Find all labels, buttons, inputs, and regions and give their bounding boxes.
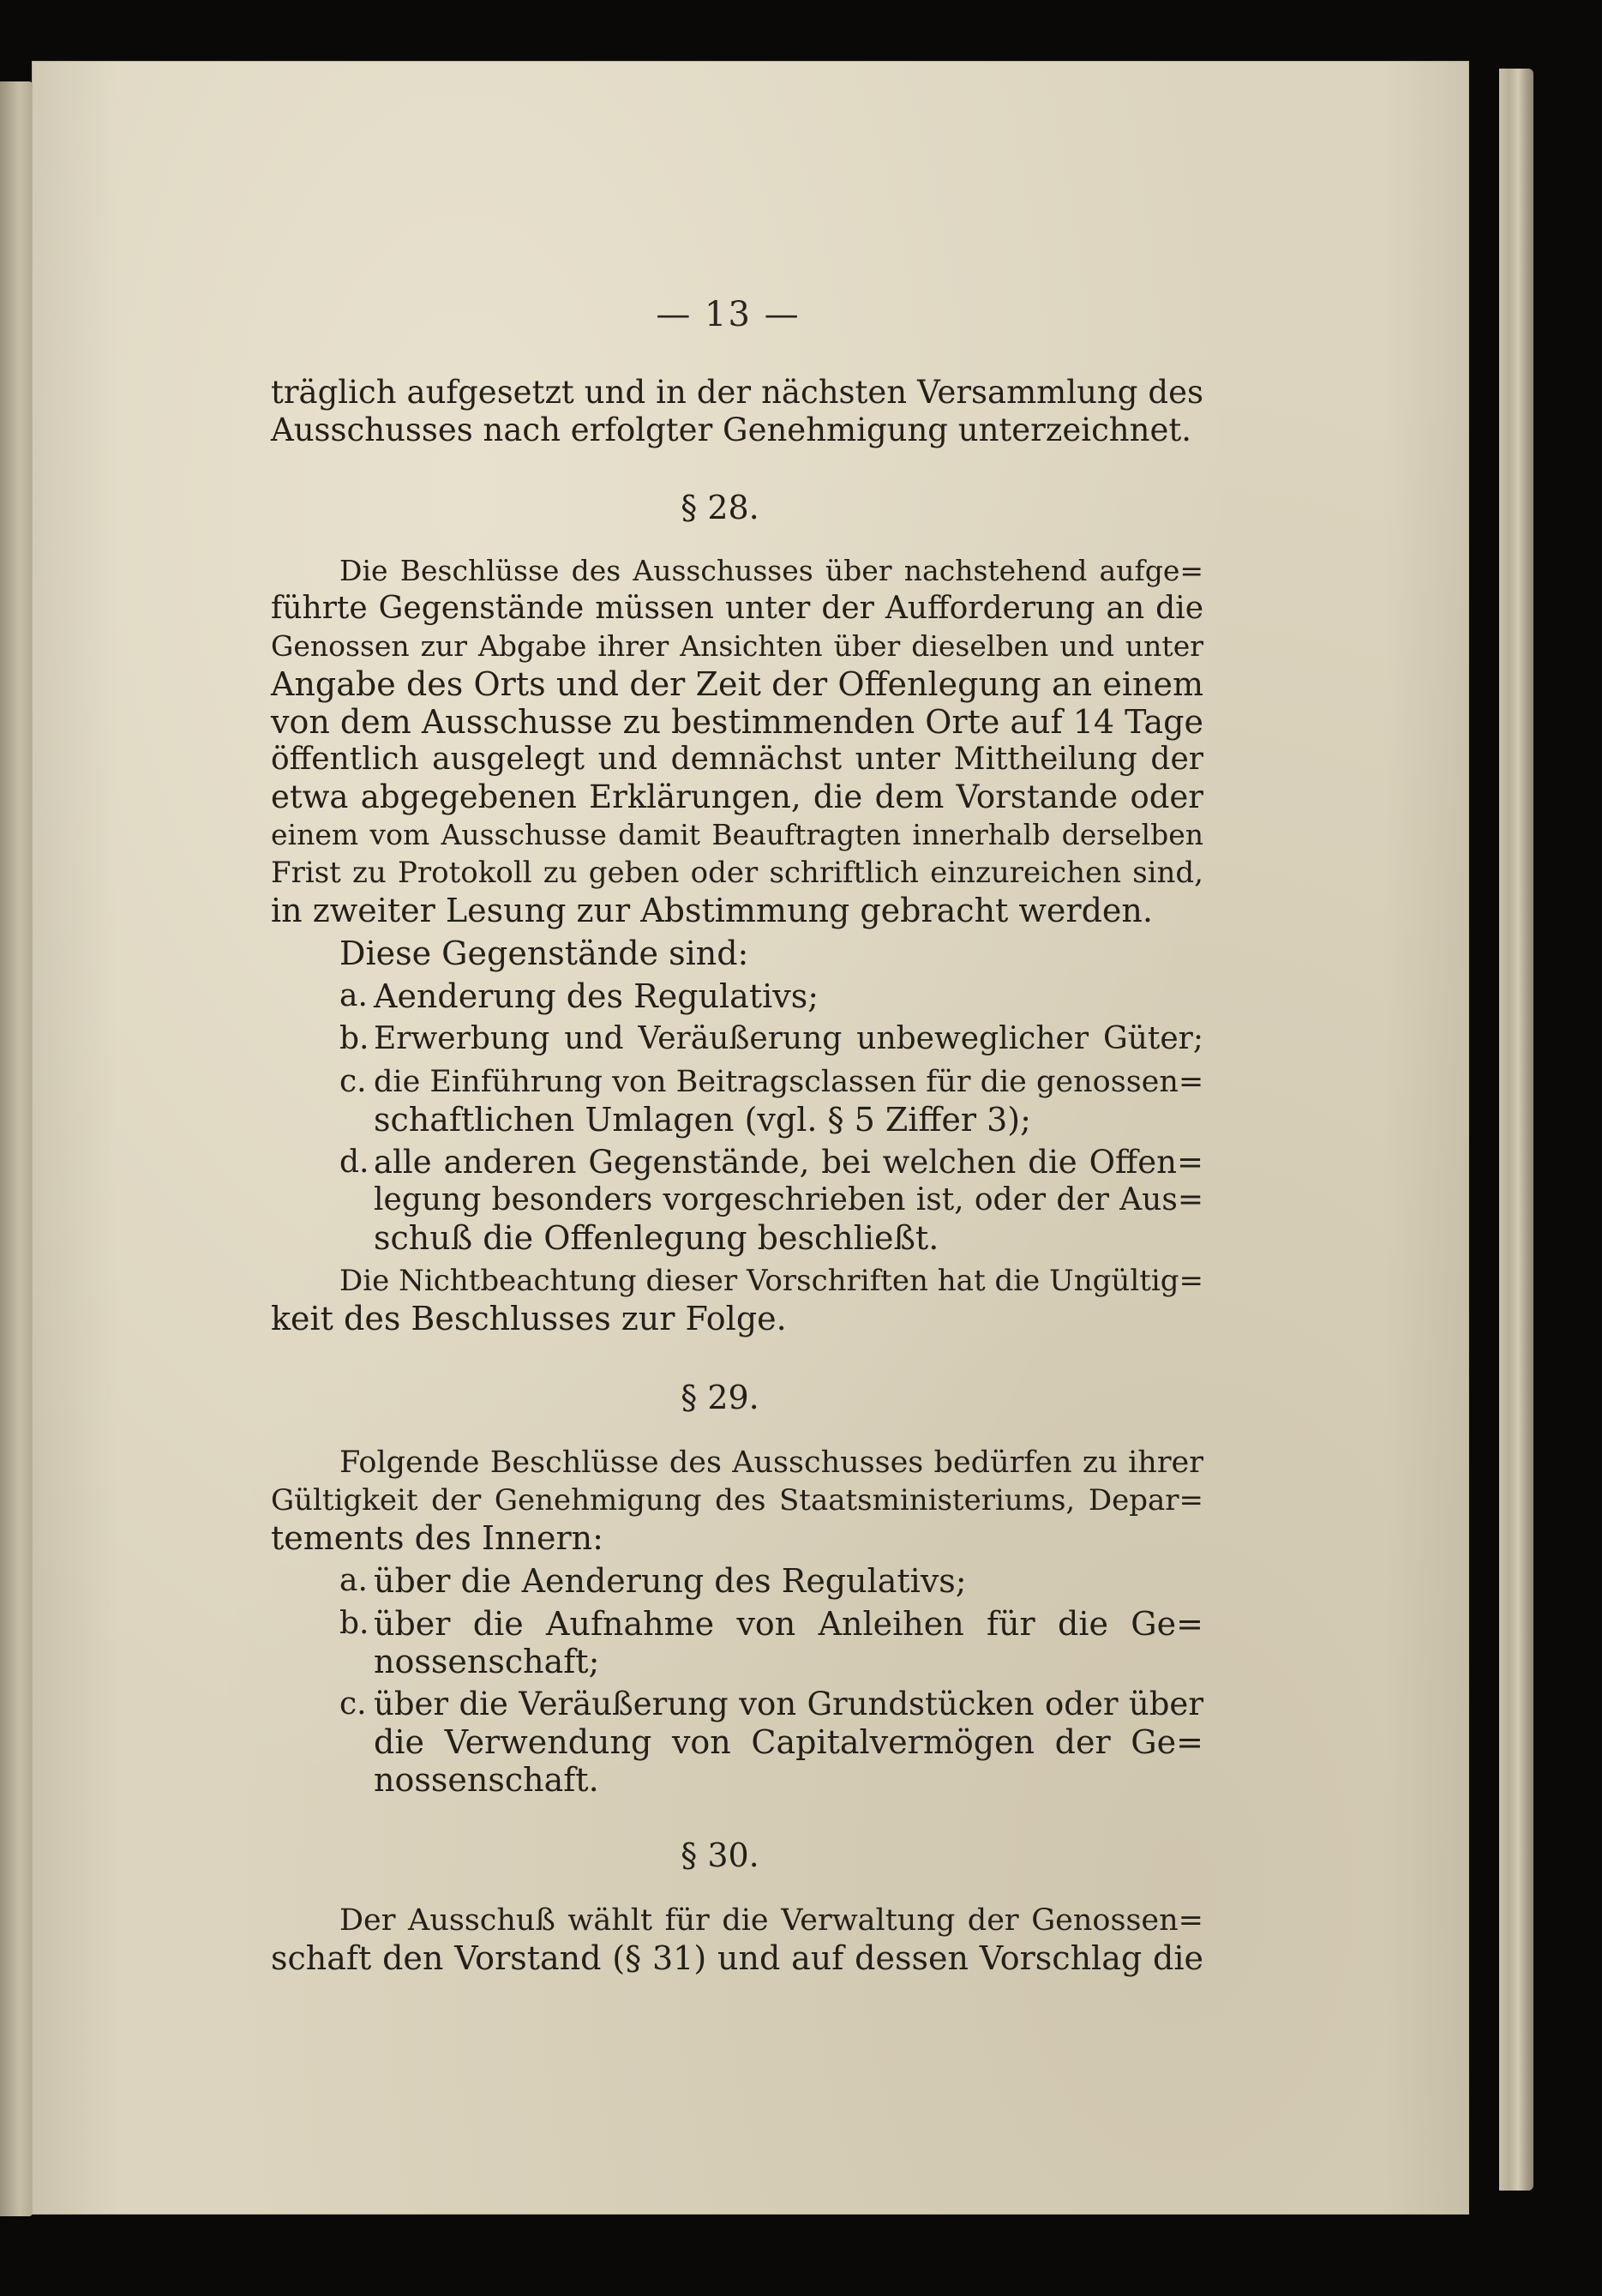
section-heading-28: § 28.: [681, 489, 759, 526]
list-marker: c.: [339, 1686, 367, 1722]
list-marker: d.: [339, 1145, 369, 1180]
list-marker: a.: [339, 1563, 368, 1598]
list-item: die Einführung von Beitragsclassen für die genossen=: [374, 1065, 1204, 1099]
text-line: träglich aufgesetzt und in der nächsten Versammlung des: [271, 374, 1203, 411]
text-line: in zweiter Lesung zur Abstimmung gebracht werden.: [271, 892, 1153, 929]
list-item-continuation: nossenschaft.: [374, 1761, 599, 1799]
list-item-continuation: schaftlichen Umlagen (vgl. § 5 Ziffer 3);: [374, 1101, 1031, 1139]
list-marker: b.: [339, 1606, 369, 1641]
page-number: — 13 —: [656, 295, 801, 334]
list-item-continuation: schuß die Offenlegung beschließt.: [374, 1219, 939, 1257]
text-line: Die Nichtbeachtung dieser Vorschriften hat die Ungültig=: [339, 1264, 1203, 1298]
list-item: alle anderen Gegenstände, bei welchen die Offen=: [374, 1144, 1203, 1181]
list-item: über die Veräußerung von Grundstücken oder über: [374, 1686, 1203, 1722]
text-line: Die Beschlüsse des Ausschusses über nachstehend aufge=: [339, 554, 1203, 587]
text-line: Genossen zur Abgabe ihrer Ansichten über dieselben und unter: [271, 629, 1203, 663]
list-item: über die Aenderung des Regulativs;: [374, 1562, 967, 1600]
text-line: etwa abgegebenen Erklärungen, die dem Vorstande oder: [271, 778, 1203, 815]
list-item: Aenderung des Regulativs;: [374, 977, 819, 1015]
text-line: Ausschusses nach erfolgter Genehmigung unterzeichnet.: [271, 412, 1191, 448]
section-heading-30: § 30.: [681, 1836, 759, 1874]
text-line: keit des Beschlusses zur Folge.: [271, 1300, 787, 1337]
text-line: einem vom Ausschusse damit Beauftragten innerhalb derselben: [271, 818, 1203, 851]
text-line: öffentlich ausgelegt und demnächst unter Mittheilung der: [271, 742, 1203, 777]
text-line: Der Ausschuß wählt für die Verwaltung der Genossen=: [339, 1903, 1203, 1938]
list-marker: b.: [339, 1021, 369, 1056]
text-line: tements des Innern:: [271, 1519, 603, 1557]
text-line: Folgende Beschlüsse des Ausschusses bedürfen zu ihrer: [339, 1446, 1203, 1480]
book-page: [33, 62, 1468, 2214]
text-line: Frist zu Protokoll zu geben oder schriftlich einzureichen sind,: [271, 856, 1203, 890]
text-line: Diese Gegenstände sind:: [339, 935, 749, 972]
list-item-continuation: die Verwendung von Capitalvermögen der Ge=: [374, 1723, 1203, 1761]
previous-page-edge: [0, 81, 33, 2216]
text-line: von dem Ausschusse zu bestimmenden Orte auf 14 Tage: [271, 703, 1203, 741]
list-item: über die Aufnahme von Anleihen für die Ge=: [374, 1605, 1203, 1643]
section-heading-29: § 29.: [681, 1379, 759, 1416]
list-item-continuation: nossenschaft;: [374, 1643, 600, 1680]
page-edges: [1499, 69, 1533, 2191]
list-marker: c.: [339, 1064, 367, 1099]
list-item: Erwerbung und Veräußerung unbeweglicher Güter;: [374, 1021, 1203, 1056]
list-item-continuation: legung besonders vorgeschrieben ist, oder der Aus=: [374, 1182, 1203, 1217]
text-line: führte Gegenstände müssen unter der Aufforderung an die: [271, 591, 1203, 626]
text-line: Gültigkeit der Genehmigung des Staatsministeriums, Depar=: [271, 1483, 1203, 1518]
list-marker: a.: [339, 978, 368, 1013]
text-line: schaft den Vorstand (§ 31) und auf dessen Vorschlag die: [271, 1939, 1203, 1977]
text-line: Angabe des Orts und der Zeit der Offenlegung an einem: [271, 665, 1203, 703]
